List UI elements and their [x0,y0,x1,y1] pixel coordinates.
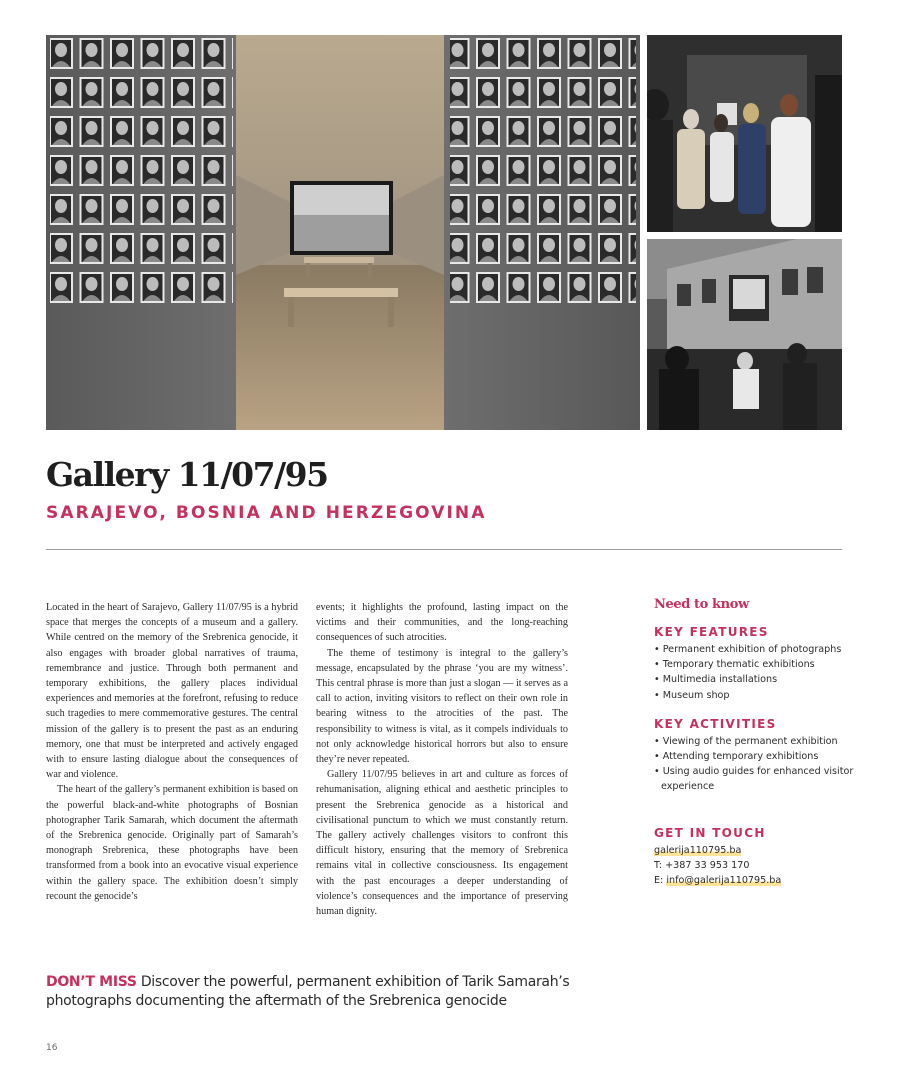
key-features-heading: KEY FEATURES [654,625,769,639]
body-column-1 [46,600,298,904]
key-features-list [654,642,854,703]
body-column-2 [316,600,568,919]
gallery-interior-illustration [46,35,640,430]
dont-miss-label: DON’T MISS [46,974,137,990]
phone-number[interactable]: +387 33 953 170 [665,859,750,871]
email-link[interactable]: info@galerija110795.ba [666,875,782,887]
list-item: • Using audio guides for enhanced visitor experience [654,764,854,794]
page-title: Gallery 11/07/95 [46,455,328,494]
location-subtitle: SARAJEVO, BOSNIA AND HERZEGOVINA [46,503,487,523]
list-item: • Attending temporary exhibitions [654,749,854,764]
body-paragraph: events; it highlights the profound, lasting impact on the victims and their communities, and the long-reaching consequences of such atrocities. [316,602,568,644]
page-number: 16 [46,1043,58,1053]
street-facade-photo [647,239,842,430]
divider [46,549,842,550]
key-activities-list [654,734,854,795]
list-item: • Museum shop [654,688,854,703]
phone-label: T: [654,859,666,871]
key-activities-heading: KEY ACTIVITIES [654,716,777,731]
need-to-know-sidebar [654,597,854,888]
street-facade-illustration [647,239,842,430]
body-paragraph: The theme of testimony is integral to the gallery’s message, encapsulated by the phrase ‘you are my witness’. This central phrase is more than just a slogan — it serves as a call to action, inviting visitors to reflect on their own role in bearing witness to the atrocities of the past. The responsibility to witness is vital, as it compels individuals to not only acknowledge historical horrors but also to ensure they’re never repeated. [316,647,568,766]
list-item: • Viewing of the permanent exhibition [654,734,854,749]
body-paragraph: Gallery 11/07/95 believes in art and culture as forces of rehumanisation, aligning ethical and aesthetic principles to present the Srebrenica genocide as a historical and civilisational punctum to which we must constantly return. The gallery actively challenges visitors to confront this difficult history, ensuring that the memory of Srebrenica remains vital in collective consciousness. Its engagement with the past encourages a deeper understanding of violence’s consequences and the importance of preserving human dignity. [316,769,568,918]
visitors-photo [647,35,842,232]
visitors-illustration [647,35,842,232]
gallery-interior-photo [46,35,640,430]
list-item: • Permanent exhibition of photographs [654,642,854,657]
get-in-touch-heading: GET IN TOUCH [654,825,766,840]
contact-details [654,843,854,889]
sidebar-title: Need to know [654,597,749,612]
list-item: • Temporary thematic exhibitions [654,657,854,672]
list-item: • Multimedia installations [654,672,854,687]
body-paragraph: Located in the heart of Sarajevo, Gallery 11/07/95 is a hybrid space that merges the concepts of a museum and a gallery. While centred on the memory of the Srebrenica genocide, it also engages with broader global narratives of trauma, remembrance and justice. Through both permanent and temporary exhibitions, the gallery places individual experiences and memories at the forefront, refusing to reduce such tragedies to mere commemorative gestures. The central mission of the gallery is to present the past as an enduring memory, one that must be interpreted and actively engaged with to ensure lasting dialogue about the consequences of war and violence. [46,602,298,781]
body-paragraph: The heart of the gallery’s permanent exhibition is based on the powerful black-and-white photographs of Bosnian photographer Tarik Samarah, which document the aftermath of the Srebrenica genocide. Originally part of Samarah’s monograph Srebrenica, these photographs have been transformed from a book into an evocative visual experience within the gallery space. The exhibition doesn’t simply recount the genocide’s [46,784,298,902]
dont-miss-text: Discover the powerful, permanent exhibition of Tarik Samarah’s photographs documenting the aftermath of the Srebrenica genocide [46,974,570,1009]
website-link[interactable]: galerija110795.ba [654,844,742,856]
dont-miss-callout [46,973,606,1011]
email-label: E: [654,875,667,887]
